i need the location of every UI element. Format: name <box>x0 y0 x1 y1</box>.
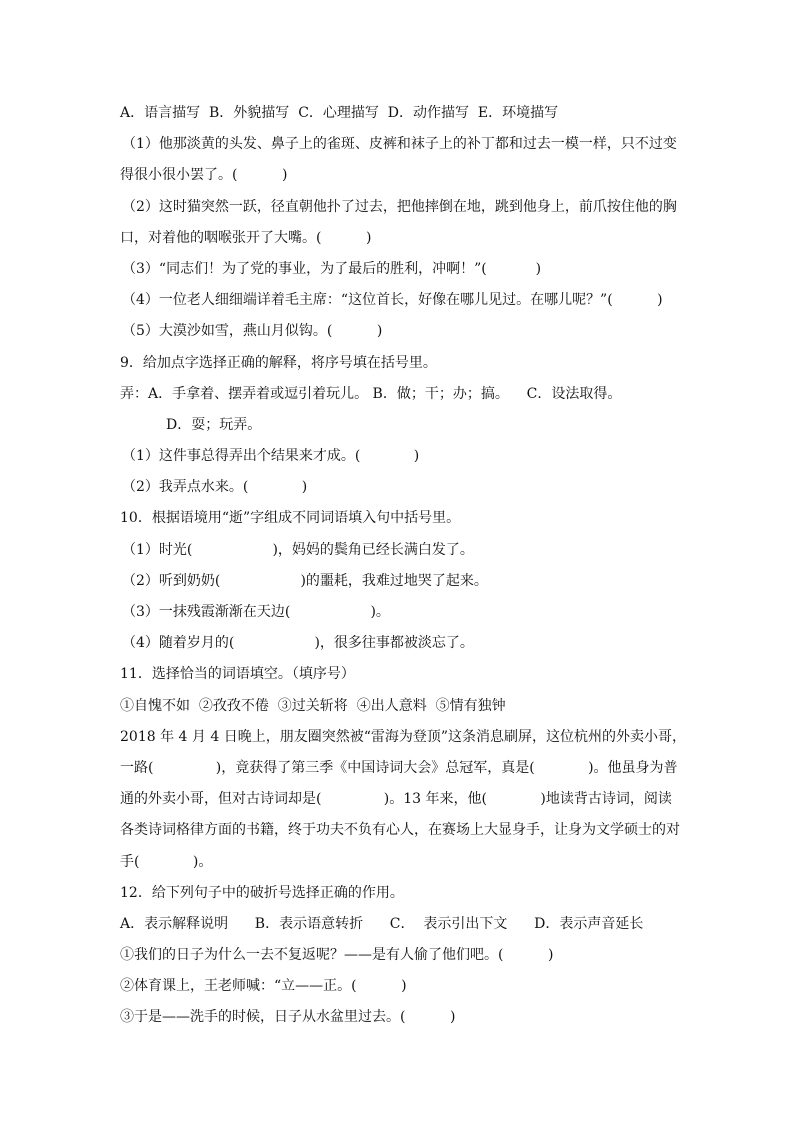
q11-title: 11．选择恰当的词语填空。（填序号） <box>120 666 355 683</box>
document-body <box>120 98 687 1034</box>
q9-item-1: （1）这件事总得弄出个结果来才成。( ) <box>122 448 420 465</box>
options-q8: A．语言描写 B．外貌描写 C．心理描写 D．动作描写 E．环境描写 <box>120 105 559 121</box>
q9-options-line-2: D．耍；玩弄。 <box>166 416 262 433</box>
q10-item-3: （3）一抹残霞渐渐在天边( )。 <box>122 604 390 620</box>
q8-item-2-line-1: （2）这时猫突然一跃，径直朝他扑了过去，把他摔倒在地，跳到他身上，前爪按住他的胸 <box>122 198 677 215</box>
q10-item-1: （1）时光( )，妈妈的鬓角已经长满白发了。 <box>122 541 474 558</box>
q11-passage-line-3: 通的外卖小哥，但对古诗词却是( )。13 年来，他( )地读背古诗词，阅读 <box>120 791 672 808</box>
q9-options-line-1: 弄：A．手拿着、摆弄着或逗引着玩儿。 B．做；干；办；搞。 C．设法取得。 <box>120 385 622 402</box>
q8-item-1-line-2: 得很小很小罢了。( ) <box>120 167 288 184</box>
q11-passage-line-4: 各类诗词格律方面的书籍，终于功夫不负有心人，在赛场上大显身手，让身为文学硕士的对 <box>120 822 680 839</box>
q10-title: 10．根据语境用“逝”字组成不同词语填入句中括号里。 <box>120 510 461 527</box>
q12-item-3: ③于是——洗手的时候，日子从水盆里过去。( ) <box>120 1009 456 1026</box>
q8-item-1-line-1: （1）他那淡黄的头发、鼻子上的雀斑、皮裤和袜子上的补丁都和过去一模一样，只不过变 <box>122 136 677 153</box>
q12-item-1: ①我们的日子为什么一去不复返呢？——是有人偷了他们吧。( ) <box>120 947 554 964</box>
q11-options: ①自愧不如 ②孜孜不倦 ③过关斩将 ④出人意料 ⑤情有独钟 <box>120 697 506 714</box>
q12-item-2: ②体育课上，王老师喊：“立——正。( ) <box>120 978 407 995</box>
q8-item-5: （5）大漠沙如雪，燕山月似钩。( ) <box>122 323 383 340</box>
q8-item-4: （4）一位老人细细端详着毛主席：“这位首长，好像在哪儿见过。在哪儿呢？”( ) <box>122 292 663 309</box>
q10-item-2: （2）听到奶奶( )的噩耗，我难过地哭了起来。 <box>122 572 488 589</box>
q9-item-2: （2）我弄点水来。( ) <box>122 479 308 496</box>
q8-item-3: （3）“同志们！为了党的事业，为了最后的胜利，冲啊！”( ) <box>122 260 542 277</box>
q11-passage-line-2: 一路( )，竟获得了第三季《中国诗词大会》总冠军，真是( )。他虽身为普 <box>120 759 678 776</box>
q12-options: A．表示解释说明 B．表示语意转折 C． 表示引出下文 D．表示声音延长 <box>120 915 644 932</box>
q8-item-2-line-2: 口，对着他的咽喉张开了大嘴。( ) <box>120 229 372 246</box>
q11-passage-line-5: 手( )。 <box>120 853 213 870</box>
q9-title: 9．给加点字选择正确的解释，将序号填在括号里。 <box>120 354 437 371</box>
q11-passage-line-1: 2018 年 4 月 4 日晚上，朋友圈突然被“雷海为登顶”这条消息刷屏，这位杭州的外卖小哥， <box>120 728 687 745</box>
q10-item-4: （4）随着岁月的( )，很多往事都被淡忘了。 <box>122 635 474 652</box>
q12-title: 12．给下列句子中的破折号选择正确的作用。 <box>120 884 404 901</box>
